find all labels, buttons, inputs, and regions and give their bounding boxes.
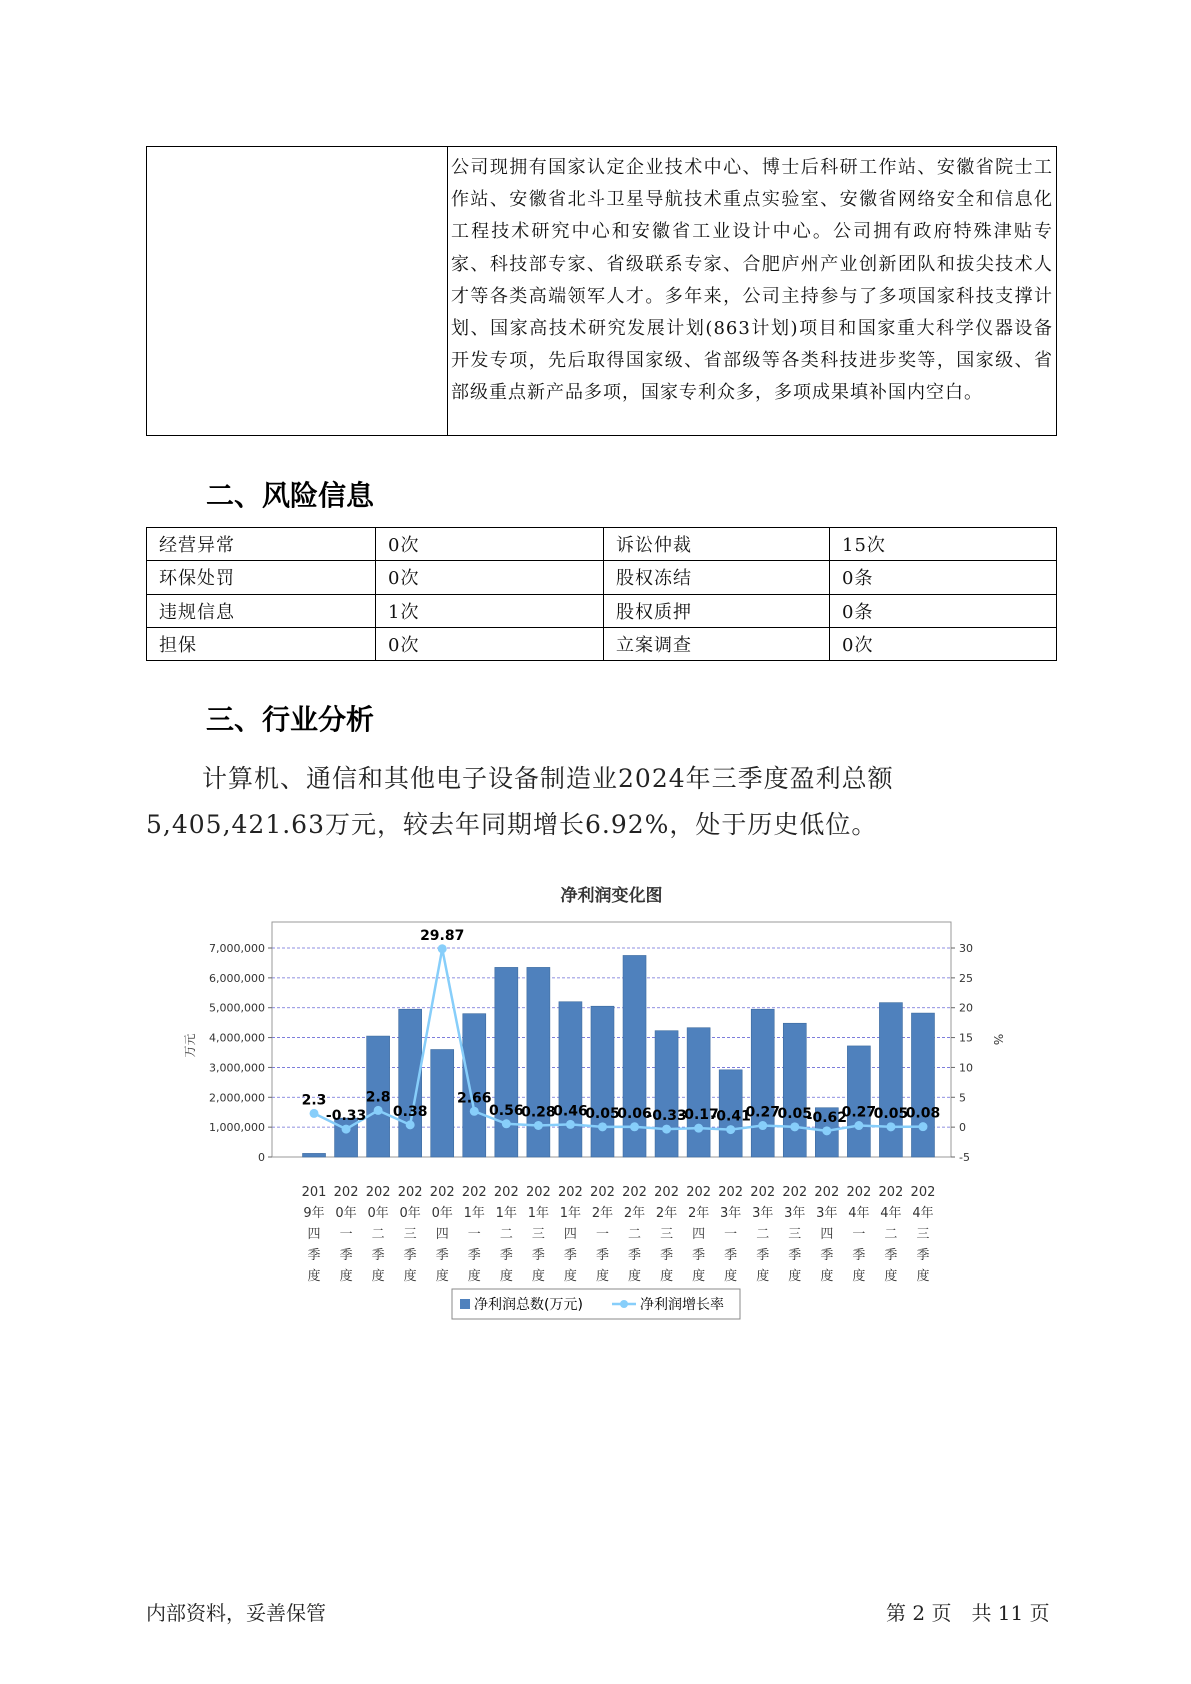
growth-point	[758, 1121, 767, 1130]
x-tick-label: 202 0年四季度	[429, 1185, 455, 1284]
growth-data-label: 0.05	[777, 1105, 813, 1122]
y-tick-label: 0	[258, 1151, 265, 1164]
footer-page-number: 第 2 页 共 11 页	[886, 1601, 1050, 1625]
legend-bar-swatch	[460, 1299, 470, 1309]
risk-label: 违规信息	[147, 594, 376, 627]
intro-empty-cell	[147, 147, 448, 436]
growth-point	[342, 1125, 351, 1134]
company-intro-table	[146, 146, 1057, 436]
x-tick-label: 202 1年四季度	[558, 1185, 583, 1284]
bar	[431, 1050, 454, 1157]
growth-point	[534, 1121, 543, 1130]
y2-tick-label: 0	[959, 1121, 966, 1135]
growth-data-label: 2.66	[457, 1090, 492, 1107]
growth-data-label: 0.46	[553, 1103, 588, 1120]
y2-tick-label: 10	[959, 1061, 973, 1075]
risk-label: 股权质押	[604, 594, 830, 627]
risk-row	[147, 528, 1057, 561]
bar	[463, 1014, 486, 1157]
risk-value: 0条	[830, 594, 1057, 627]
growth-point	[662, 1125, 671, 1134]
risk-row	[147, 594, 1057, 627]
risk-row	[147, 627, 1057, 660]
risk-table	[146, 527, 1057, 661]
growth-data-label: -0.33	[325, 1108, 367, 1125]
intro-text-cell	[448, 147, 1057, 436]
industry-heading: 三、行业分析	[206, 703, 375, 736]
growth-point	[918, 1122, 927, 1131]
x-tick-label: 202 2年四季度	[686, 1185, 712, 1284]
growth-data-label: 0.27	[745, 1104, 780, 1121]
x-tick-label: 202 0年一季度	[333, 1185, 359, 1284]
y-axis-label: 万元	[183, 1033, 197, 1058]
x-tick-label: 202 4年三季度	[910, 1185, 936, 1284]
growth-data-label: 0.38	[392, 1103, 428, 1120]
growth-data-label: 0.56	[489, 1102, 524, 1119]
x-tick-label: 202 1年三季度	[525, 1185, 551, 1284]
growth-point	[630, 1122, 639, 1131]
risk-label: 股权冻结	[604, 561, 830, 594]
x-tick-label: 202 1年一季度	[461, 1185, 487, 1284]
risk-row	[147, 561, 1057, 594]
bar	[911, 1013, 934, 1157]
y-tick-label: 5,000,000	[209, 1001, 265, 1015]
bar	[783, 1023, 806, 1157]
y-tick-label: 2,000,000	[209, 1091, 265, 1105]
bar	[495, 967, 518, 1157]
growth-point	[406, 1120, 415, 1129]
growth-point	[502, 1119, 511, 1128]
legend-bar-label: 净利润总数(万元)	[474, 1297, 583, 1313]
y2-tick-label: 20	[959, 1001, 973, 1015]
growth-point	[470, 1107, 479, 1116]
risk-label: 担保	[147, 627, 376, 660]
y2-tick-label: 5	[959, 1091, 966, 1105]
net-profit-chart	[180, 870, 1005, 1330]
chart-title: 净利润变化图	[560, 886, 663, 906]
x-tick-label: 202 1年二季度	[493, 1185, 519, 1284]
y2-tick-label: 30	[959, 942, 973, 955]
growth-data-label: 29.87	[420, 927, 465, 944]
growth-data-label: 0.06	[617, 1105, 652, 1122]
risk-value: 0次	[376, 561, 604, 594]
x-tick-label: 202 3年四季度	[814, 1185, 840, 1284]
bar	[303, 1153, 326, 1157]
risk-heading: 二、风险信息	[206, 479, 375, 512]
x-tick-label: 202 3年三季度	[782, 1185, 808, 1284]
y2-tick-label: -5	[959, 1151, 970, 1164]
risk-label: 立案调查	[604, 627, 830, 660]
growth-data-label: 0.05	[585, 1105, 620, 1122]
growth-data-label: 0.05	[873, 1105, 909, 1122]
x-tick-label: 202 2年三季度	[654, 1185, 679, 1284]
risk-value: 15次	[830, 528, 1057, 561]
y2-tick-label: 25	[959, 971, 973, 985]
growth-data-label: 0.28	[521, 1104, 556, 1121]
risk-label: 经营异常	[147, 528, 376, 561]
bar	[847, 1046, 870, 1157]
legend-line-marker	[620, 1300, 628, 1308]
company-intro-text: 公司现拥有国家认定企业技术中心、博士后科研工作站、安徽省院士工作站、安徽省北斗卫星导航技术重点实验室、安徽省网络安全和信息化工程技术研究中心和安徽省工业设计中心。公司拥有政府特殊津贴专家、科技部专家、省级联系专家、合肥庐州产业创新团队和拔尖技术人才等各类高端领军人才。多年来，公司主持参与了多项国家科技支撑计划、国家高技术研究发展计划(863计划)项目和国家重大科学仪器设备开发专项，先后取得国家级、省部级等各类科技进步奖等，国家级、省部级重点新产品多项，国家专利众多，多项成果填补国内空白。	[451, 157, 1053, 404]
y2-tick-label: 15	[959, 1031, 973, 1045]
risk-value: 0次	[376, 627, 604, 660]
growth-point	[598, 1122, 607, 1131]
bar	[879, 1003, 902, 1157]
growth-data-label: -0.33	[646, 1108, 687, 1125]
risk-value: 0次	[830, 627, 1057, 660]
bar	[687, 1028, 710, 1157]
growth-point	[822, 1126, 831, 1135]
growth-data-label: -0.41	[710, 1108, 751, 1125]
x-tick-label: 202 2年一季度	[590, 1185, 615, 1284]
risk-value: 1次	[376, 594, 604, 627]
y-tick-label: 6,000,000	[209, 971, 265, 985]
growth-point	[694, 1124, 703, 1133]
growth-data-label: 2.3	[301, 1092, 327, 1109]
y-tick-label: 1,000,000	[209, 1121, 265, 1135]
y2-axis-label: %	[991, 1033, 1005, 1046]
x-tick-label: 202 3年一季度	[718, 1185, 744, 1284]
risk-value: 0条	[830, 561, 1057, 594]
x-tick-label: 201 9年四季度	[301, 1185, 327, 1284]
x-tick-label: 202 3年二季度	[750, 1185, 776, 1284]
bar	[655, 1031, 678, 1157]
growth-point	[726, 1125, 735, 1134]
industry-analysis-text: 计算机、通信和其他电子设备制造业2024年三季度盈利总额5,405,421.63万元，较去年同期增长6.92%，处于历史低位。	[146, 764, 894, 839]
growth-data-label: 0.27	[841, 1104, 877, 1121]
x-tick-label: 202 2年二季度	[622, 1185, 647, 1284]
x-tick-label: 202 0年二季度	[365, 1185, 391, 1284]
risk-value: 0次	[376, 528, 604, 561]
footer-confidential: 内部资料，妥善保管	[146, 1601, 326, 1625]
bar	[559, 1002, 582, 1157]
risk-label: 环保处罚	[147, 561, 376, 594]
x-tick-label: 202 0年三季度	[397, 1185, 423, 1284]
growth-point	[886, 1122, 895, 1131]
x-tick-label: 202 4年一季度	[846, 1185, 872, 1284]
growth-data-label: 2.8	[365, 1089, 391, 1106]
bar	[591, 1006, 614, 1157]
growth-data-label: -0.62	[806, 1109, 848, 1126]
y-tick-label: 7,000,000	[209, 942, 265, 955]
growth-point	[854, 1121, 863, 1130]
x-tick-label: 202 4年二季度	[878, 1185, 904, 1284]
growth-point	[374, 1106, 383, 1115]
growth-data-label: 0.08	[905, 1105, 941, 1122]
y-tick-label: 3,000,000	[209, 1061, 265, 1075]
risk-label: 诉讼仲裁	[604, 528, 830, 561]
growth-point	[438, 944, 447, 953]
bar	[751, 1009, 774, 1157]
growth-data-label: -0.17	[678, 1107, 719, 1124]
growth-point	[566, 1120, 575, 1129]
growth-point	[790, 1122, 799, 1131]
y-tick-label: 4,000,000	[209, 1031, 265, 1045]
industry-analysis-paragraph	[146, 756, 1056, 848]
growth-point	[310, 1109, 319, 1118]
legend-line-label: 净利润增长率	[640, 1297, 724, 1313]
